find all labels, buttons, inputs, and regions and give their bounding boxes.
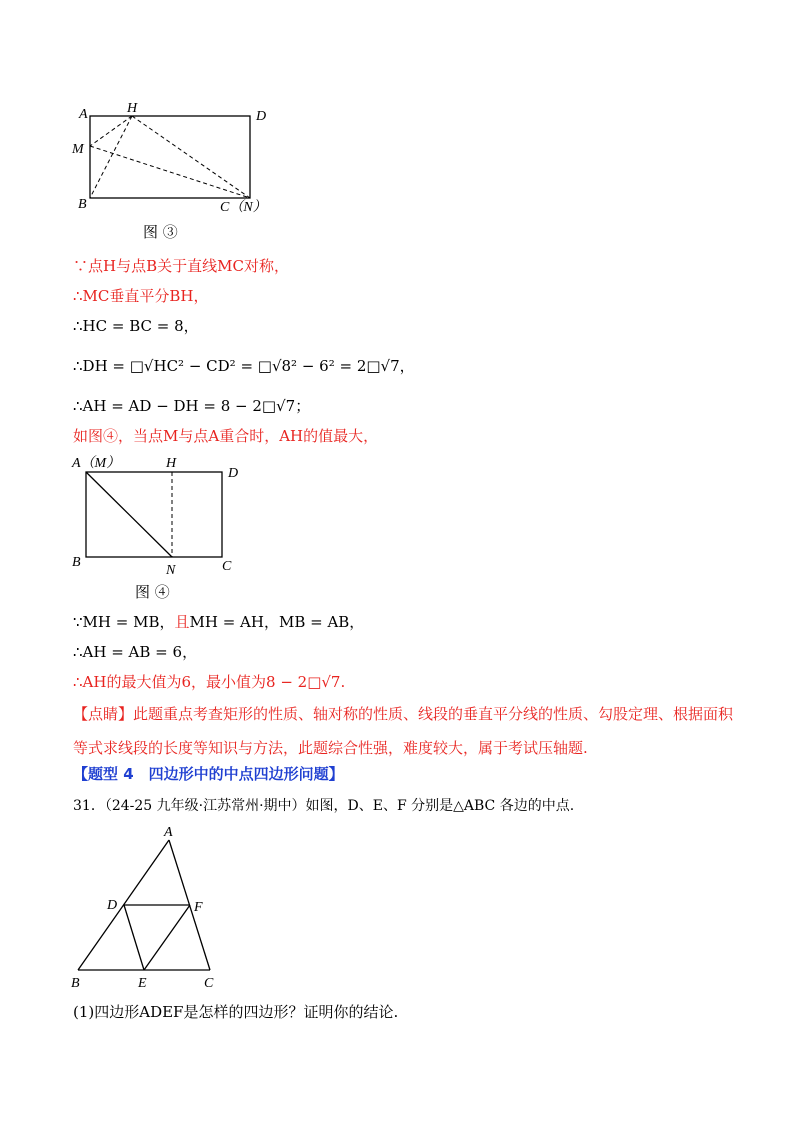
fig3-label-B: B	[78, 197, 87, 212]
solution-line-3: ∴HC = BC = 8，	[73, 317, 199, 335]
solution-line-9: ∴AH的最大值为6，最小值为8 − 2□√7.	[73, 673, 346, 691]
solution-line-5: ∴AH = AD − DH = 8 − 2□√7；	[73, 397, 311, 415]
solution-line-7	[73, 612, 364, 632]
fig3-label-H: H	[127, 101, 138, 116]
fig4-label-H: H	[166, 456, 177, 471]
figure-3-caption: 图 ③	[143, 223, 178, 241]
tri-label-D: D	[107, 898, 118, 913]
problem-31-question-1: (1)四边形ADEF是怎样的四边形？证明你的结论.	[73, 1003, 399, 1021]
fig3-label-D: D	[256, 109, 267, 124]
fig4-label-N: N	[166, 563, 176, 578]
fig4-label-C: C	[222, 559, 232, 574]
triangle-diagram	[65, 820, 235, 992]
tri-label-A: A	[164, 825, 173, 840]
fig3-label-A: A	[79, 107, 88, 122]
solution-line-1: ∵点H与点B关于直线MC对称，	[73, 257, 289, 275]
tri-label-C: C	[204, 976, 214, 991]
fig3-label-C: C（N）	[220, 200, 267, 215]
solution-line-4: ∴DH = □√HC² − CD² = □√8² − 6² = 2□√7，	[73, 357, 415, 375]
solution-line-7c: MH = AH，MB = AB，	[189, 613, 365, 631]
figure-4-caption: 图 ④	[135, 583, 170, 601]
solution-line-6: 如图④，当点M与点A重合时，AH的值最大，	[73, 427, 379, 445]
figure-4-diagram	[66, 450, 256, 578]
tri-label-B: B	[71, 976, 80, 991]
figure-3-diagram	[70, 98, 270, 223]
solution-line-7b: 且	[174, 613, 190, 631]
section-title: 【题型 4 四边形中的中点四边形问题】	[73, 765, 344, 783]
problem-31-stem: 31．（24-25 九年级·江苏常州·期中）如图，D、E、F 分别是△ABC 各边的中点.	[73, 798, 575, 814]
fig3-label-M: M	[72, 142, 84, 157]
fig4-label-B: B	[72, 555, 81, 570]
fig4-label-A: A（M）	[72, 456, 121, 471]
comment-paragraph: 【点睛】此题重点考查矩形的性质、轴对称的性质、线段的垂直平分线的性质、勾股定理、根据面积等式求线段的长度等知识与方法，此题综合性强，难度较大，属于考试压轴题.	[73, 705, 734, 757]
tri-label-E: E	[138, 976, 147, 991]
solution-line-2: ∴MC垂直平分BH，	[73, 287, 209, 305]
solution-line-7a: ∵MH = MB，	[73, 613, 175, 631]
tri-label-F: F	[194, 900, 203, 915]
fig4-label-D: D	[228, 466, 239, 481]
solution-line-8: ∴AH = AB = 6，	[73, 643, 198, 661]
